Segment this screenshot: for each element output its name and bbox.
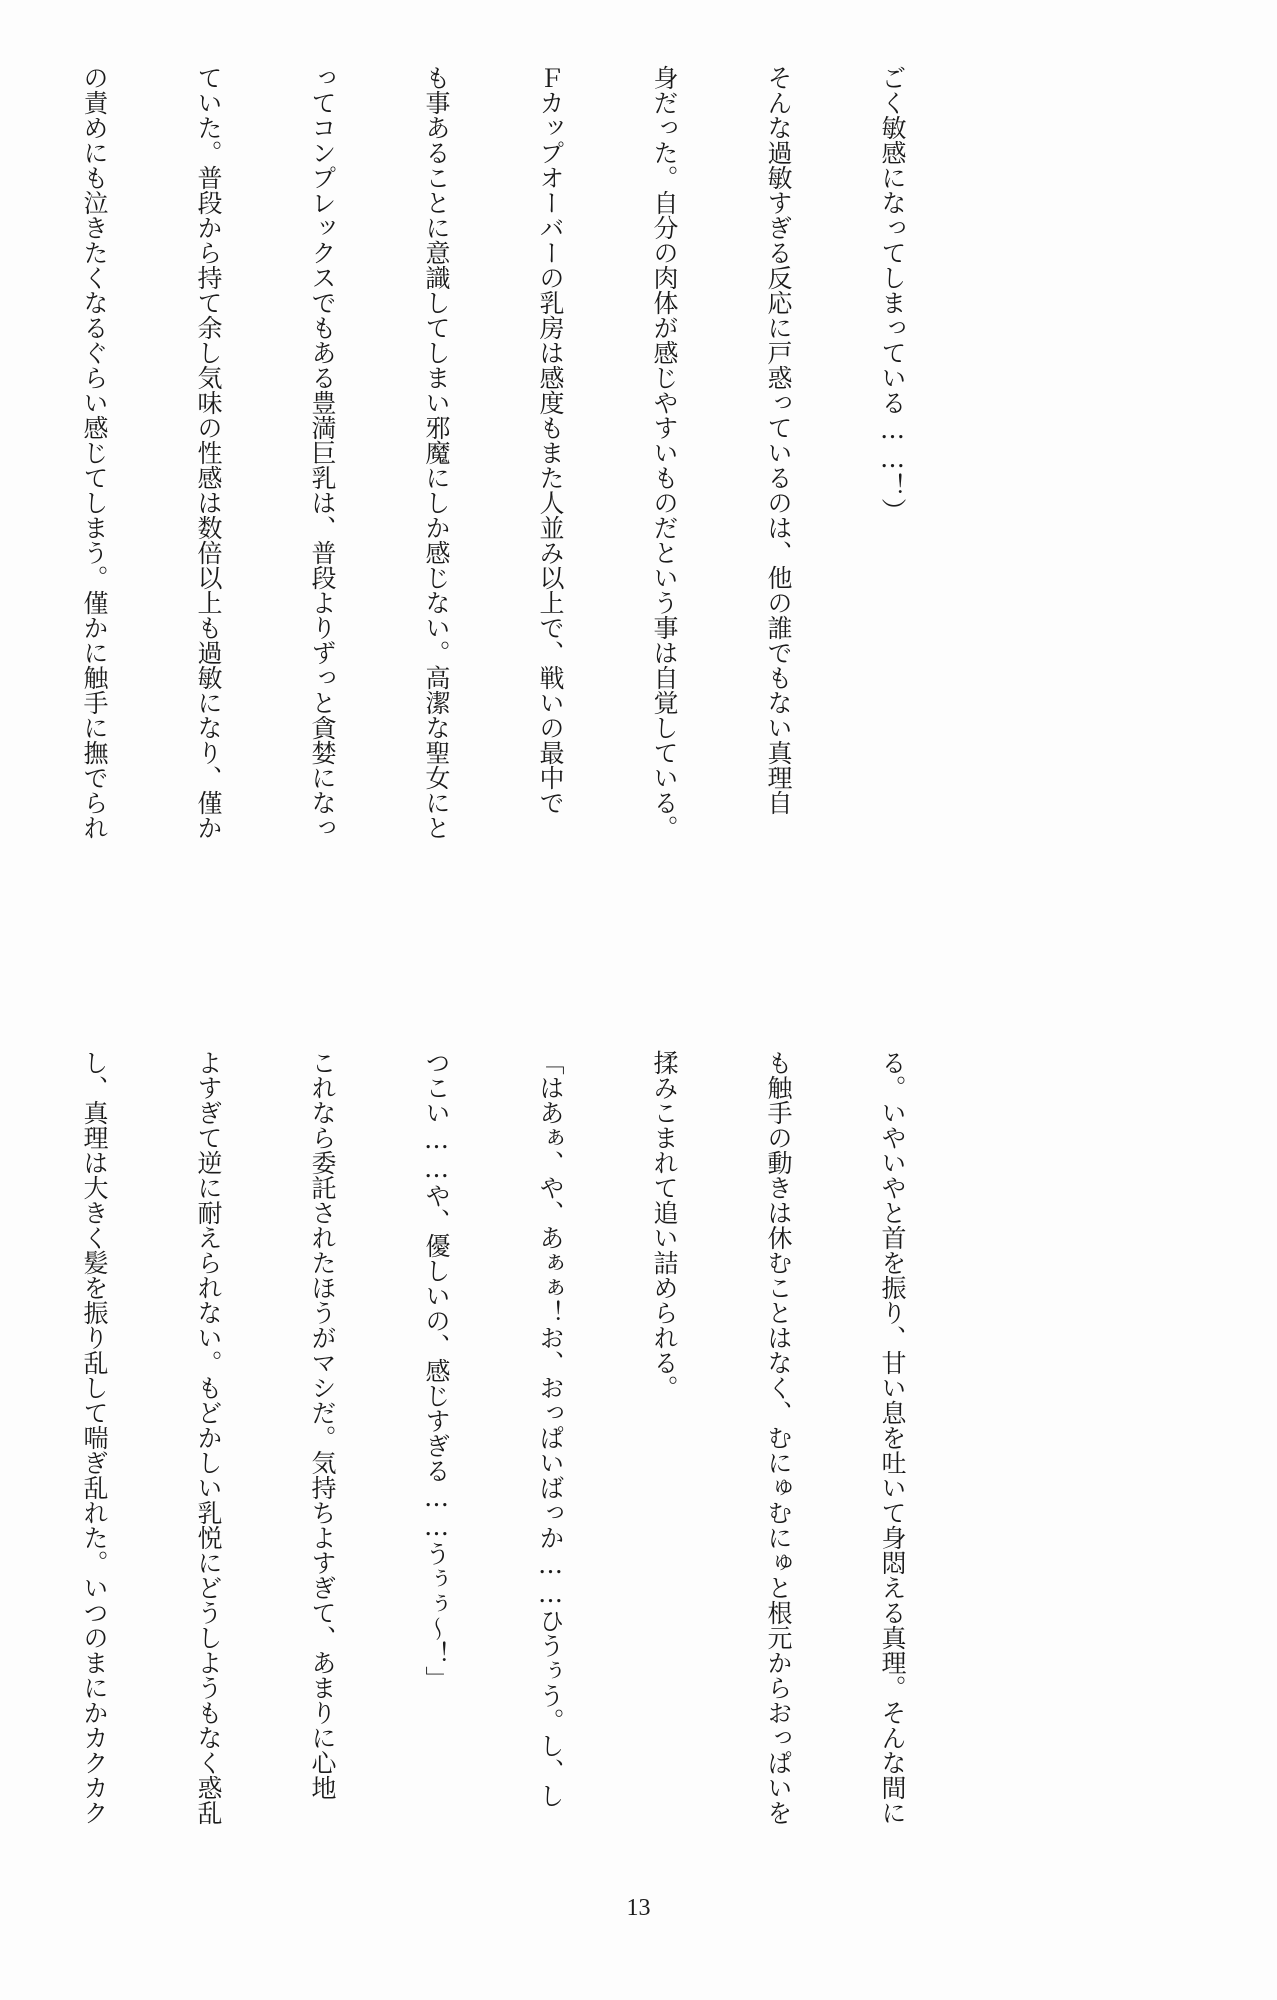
bottom-text-block [80,1050,987,1890]
text-line: る。いやいやと首を振り、甘い息を吐いて身悶える真理。そんな間に [878,1050,907,1825]
top-text-block [80,65,987,905]
text-line: ていた。普段から持て余し気味の性感は数倍以上も過敏になり、僅か [194,65,223,840]
text-line: よすぎて逆に耐えられない。もどかしい乳悦にどうしようもなく惑乱 [194,1050,223,1825]
text-line: 揉みこまれて追い詰められる。 [650,1050,679,1400]
text-line: 「はあぁ、や、あぁぁ！お、おっぱいばっか……ひうぅう。し、し [536,1050,565,1808]
text-line: つこい……や、優しいの、感じすぎる……うぅぅ〜！」 [422,1050,451,1691]
text-line: これなら委託されたほうがマシだ。気持ちよすぎて、あまりに心地 [308,1050,337,1800]
page-number: 13 [626,1895,651,1921]
text-line: Ｆカップオーバーの乳房は感度もまた人並み以上で、戦いの最中で [536,65,565,815]
text-line: も事あることに意識してしまい邪魔にしか感じない。高潔な聖女にと [422,65,451,840]
text-line: そんな過敏すぎる反応に戸惑っているのは、他の誰でもない真理自 [764,65,793,815]
text-line: ってコンプレックスでもある豊満巨乳は、普段よりずっと貪婪になっ [308,65,337,840]
text-line: 身だった。自分の肉体が感じやすいものだという事は自覚している。 [650,65,679,840]
text-line: も触手の動きは休むことはなく、むにゅむにゅと根元からおっぱいを [764,1050,793,1825]
text-line: し、真理は大きく髪を振り乱して喘ぎ乱れた。いつのまにかカクカク [80,1050,109,1825]
text-line: ごく敏感になってしまっている……！） [878,65,907,523]
text-line: の責めにも泣きたくなるぐらい感じてしまう。僅かに触手に撫でられ [80,65,109,840]
